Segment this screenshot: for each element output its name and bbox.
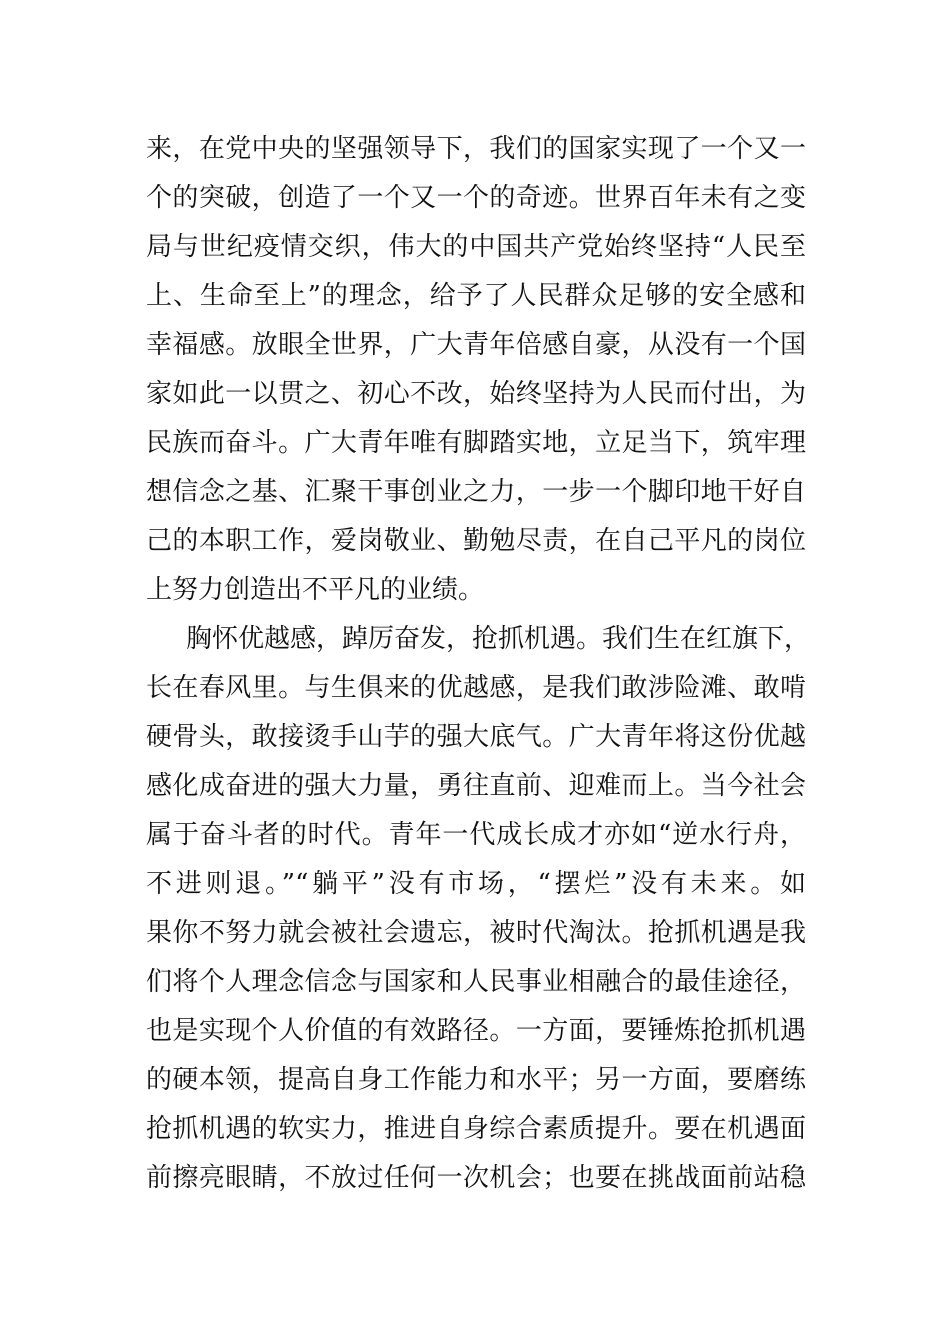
text-line: 感化成奋进的强大力量，勇往直前、迎难而上。当今社会 <box>146 771 806 801</box>
text-line: 己的本职工作，爱岗敬业、勤勉尽责，在自己平凡的岗位 <box>146 526 806 556</box>
text-line: 硬骨头，敢接烫手山芋的强大底气。广大青年将这份优越 <box>146 722 806 752</box>
text-line: 抢抓机遇的软实力，推进自身综合素质提升。要在机遇面 <box>146 1114 806 1144</box>
text-line: 属于奋斗者的时代。青年一代成长成才亦如“逆水行舟， <box>146 820 806 850</box>
text-line: 上、生命至上”的理念，给予了人民群众足够的安全感和 <box>146 281 806 311</box>
text-line: 民族而奋斗。广大青年唯有脚踏实地，立足当下，筑牢理 <box>146 428 806 458</box>
text-line: 幸福感。放眼全世界，广大青年倍感自豪，从没有一个国 <box>146 330 806 360</box>
text-line: 的硬本领，提高自身工作能力和水平；另一方面，要磨练 <box>146 1065 806 1095</box>
text-line: 长在春风里。与生俱来的优越感，是我们敢涉险滩、敢啃 <box>146 673 806 703</box>
text-line: 前擦亮眼睛，不放过任何一次机会；也要在挑战面前站稳 <box>146 1163 806 1193</box>
paragraph-last-line: 上努力创造出不平凡的业绩。 <box>146 575 485 605</box>
text-line: 也是实现个人价值的有效路径。一方面，要锤炼抢抓机遇 <box>146 1016 806 1046</box>
text-line: 果你不努力就会被社会遗忘，被时代淘汰。抢抓机遇是我 <box>146 918 806 948</box>
text-line: 局与世纪疫情交织，伟大的中国共产党始终坚持“人民至 <box>146 232 806 262</box>
text-line: 想信念之基、汇聚干事创业之力，一步一个脚印地干好自 <box>146 477 806 507</box>
paragraph-first-line: 胸怀优越感，踔厉奋发，抢抓机遇。我们生在红旗下， <box>186 624 811 654</box>
text-line: 们将个人理念信念与国家和人民事业相融合的最佳途径， <box>146 967 806 997</box>
text-line: 个的突破，创造了一个又一个的奇迹。世界百年未有之变 <box>146 183 806 213</box>
text-line: 家如此一以贯之、初心不改，始终坚持为人民而付出，为 <box>146 379 806 409</box>
text-line: 来，在党中央的坚强领导下，我们的国家实现了一个又一 <box>146 134 806 164</box>
text-line: 不进则退。”“躺平”没有市场，“摆烂”没有未来。如 <box>146 869 806 899</box>
